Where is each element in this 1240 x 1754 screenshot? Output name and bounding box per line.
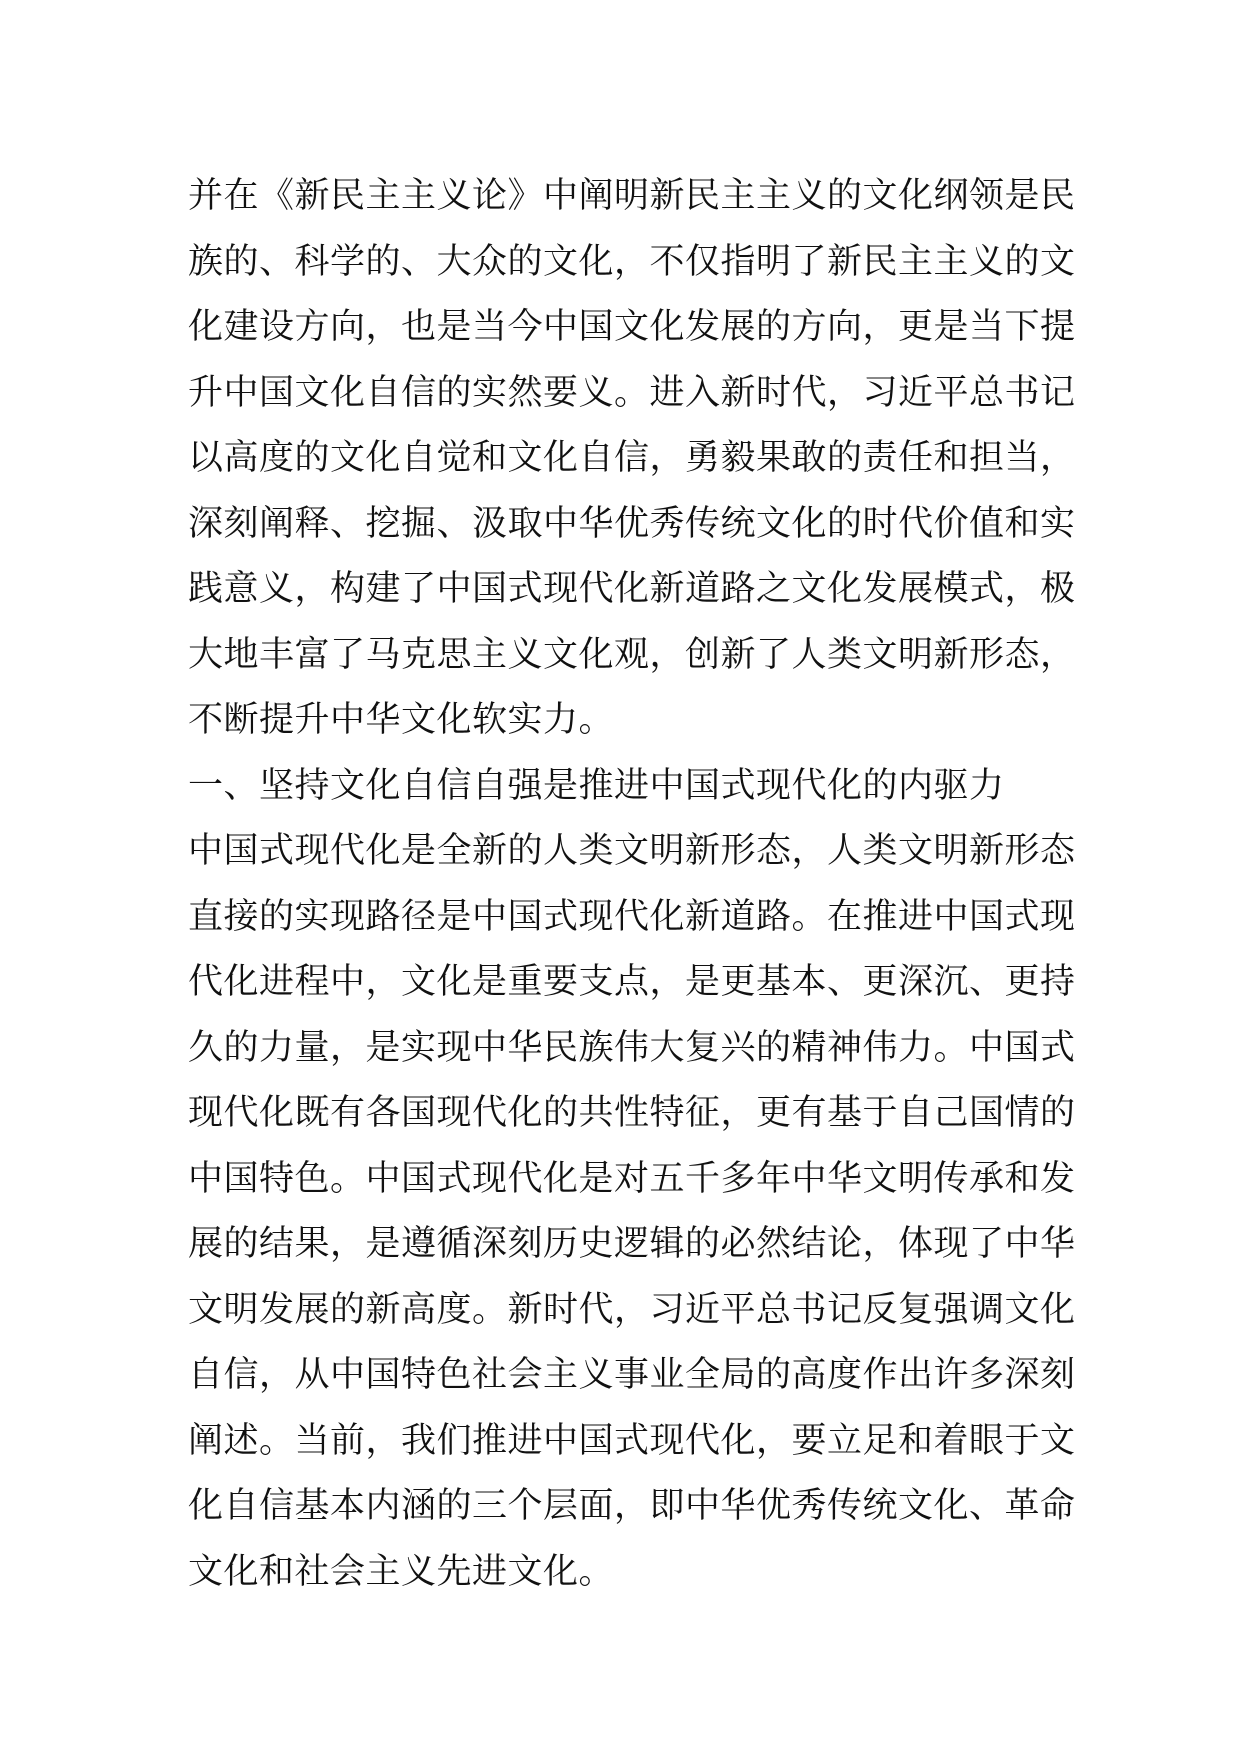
- text-line: 自信，从中国特色社会主义事业全局的高度作出许多深刻: [188, 1355, 1076, 1395]
- text-line: 中国特色。中国式现代化是对五千多年中华文明传承和发: [188, 1158, 1076, 1199]
- text-line: 化建设方向，也是当今中国文化发展的方向，更是当下提: [188, 307, 1076, 347]
- text-line: 升中国文化自信的实然要义。进入新时代，习近平总书记: [188, 372, 1076, 413]
- text-line: 不断提升中华文化软实力。: [188, 700, 615, 740]
- text-line: 大地丰富了马克思主义文化观，创新了人类文明新形态，: [188, 634, 1076, 675]
- text-line: 以高度的文化自觉和文化自信，勇毅果敢的责任和担当，: [188, 438, 1076, 478]
- text-line: 族的、科学的、大众的文化，不仅指明了新民主主义的文: [188, 241, 1076, 282]
- text-line: 化自信基本内涵的三个层面，即中华优秀传统文化、革命: [188, 1486, 1076, 1526]
- text-line: 深刻阐释、挖掘、汲取中华优秀传统文化的时代价值和实: [188, 503, 1076, 544]
- section-heading: 一、坚持文化自信自强是推进中国式现代化的内驱力: [188, 765, 1005, 806]
- text-line: 践意义，构建了中国式现代化新道路之文化发展模式，极: [188, 569, 1076, 609]
- text-line: 代化进程中，文化是重要支点，是更基本、更深沉、更持: [188, 962, 1076, 1002]
- text-line: 现代化既有各国现代化的共性特征，更有基于自己国情的: [188, 1093, 1076, 1133]
- text-line: 展的结果，是遵循深刻历史逻辑的必然结论，体现了中华: [188, 1224, 1076, 1264]
- text-line: 文化和社会主义先进文化。: [188, 1551, 615, 1592]
- text-line: 直接的实现路径是中国式现代化新道路。在推进中国式现: [188, 896, 1076, 937]
- text-line: 中国式现代化是全新的人类文明新形态，人类文明新形态: [188, 831, 1076, 871]
- body-text: [188, 164, 1076, 1605]
- text-line: 阐述。当前，我们推进中国式现代化，要立足和着眼于文: [188, 1420, 1076, 1461]
- text-line: 并在《新民主主义论》中阐明新民主主义的文化纲领是民: [188, 176, 1076, 216]
- text-line: 久的力量，是实现中华民族伟大复兴的精神伟力。中国式: [188, 1027, 1076, 1068]
- text-line: 文明发展的新高度。新时代，习近平总书记反复强调文化: [188, 1289, 1076, 1330]
